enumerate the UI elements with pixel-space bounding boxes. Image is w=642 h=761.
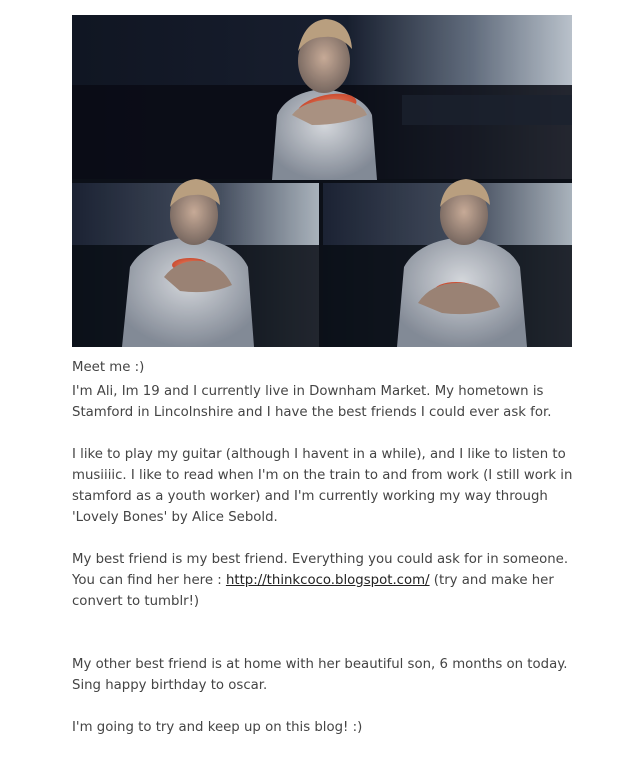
photo (72, 15, 572, 347)
paragraph-best-friend (72, 549, 584, 612)
paragraph-best-friend-text-after: (try and make her convert to tumblr!) (72, 573, 554, 609)
paragraph-best-friend-text: My best friend is my best friend. Everything you could ask for in someone. You can find her here : (72, 552, 569, 588)
paragraph-closing: I'm going to try and keep up on this blog! :) (72, 720, 363, 735)
paragraph-other-friend: My other best friend is at home with her beautiful son, 6 months on today. Sing happy birthday to oscar. (72, 657, 568, 693)
paragraph-intro: I'm Ali, Im 19 and I currently live in Downham Market. My hometown is Stamford in Lincolnshire and I have the best friends I could ever ask for. (72, 384, 552, 420)
photo-caption: Meet me :) (72, 360, 145, 375)
blog-post (72, 15, 572, 378)
blog-link[interactable]: http://thinkcoco.blogspot.com/ (225, 573, 430, 588)
paragraph-hobbies: I like to play my guitar (although I havent in a while), and I like to listen to musiiiic. I like to read when I'm on the train to and from work (I still work in stamford as a youth worker) and I'm currently working my way through 'Lovely Bones' by Alice Sebold. (72, 447, 573, 525)
